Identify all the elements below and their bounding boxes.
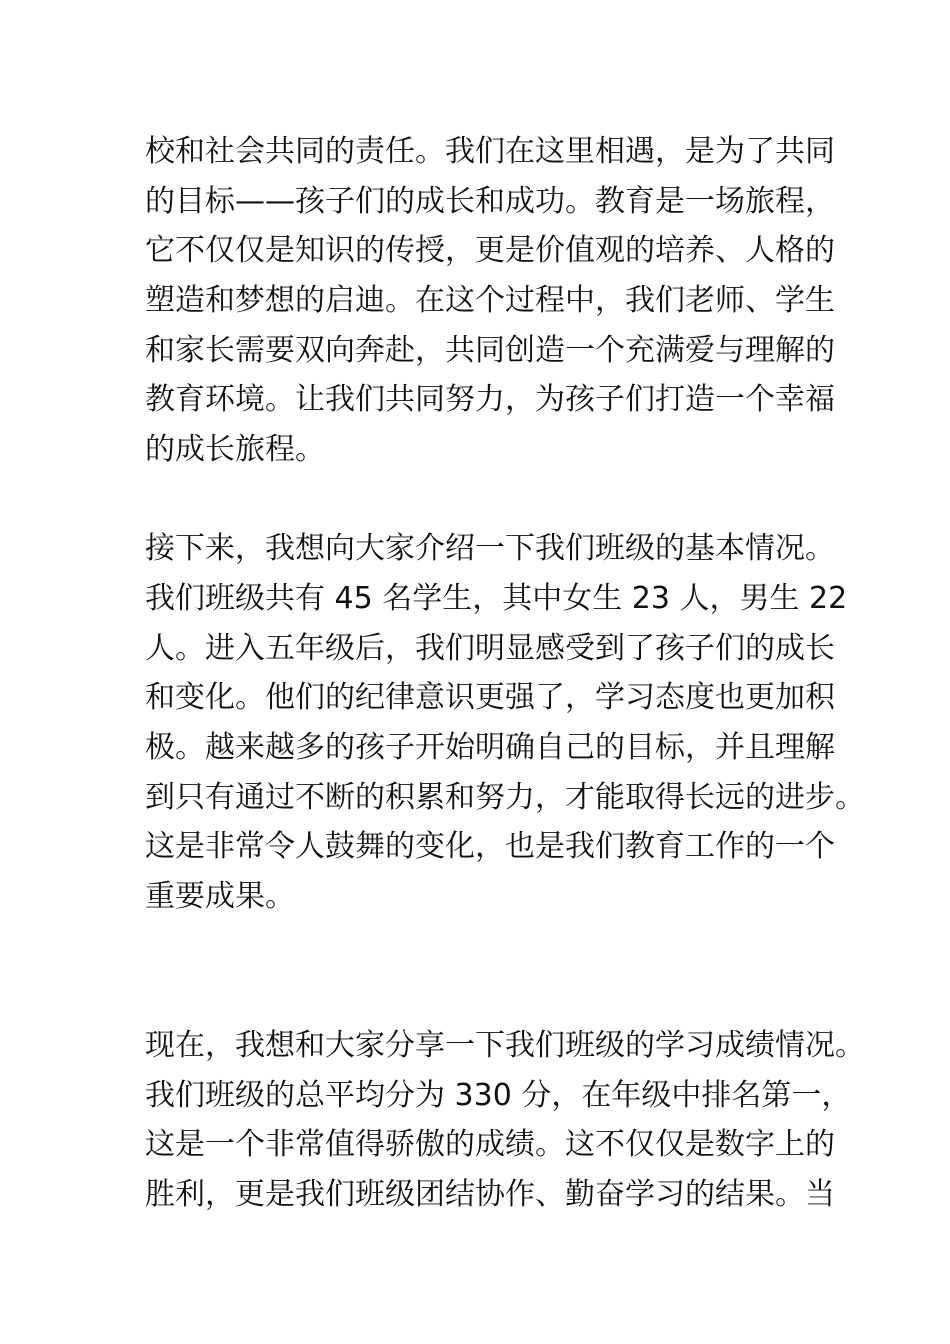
text-line: 我们班级共有 45 名学生，其中女生 23 人，男生 22 xyxy=(145,581,848,616)
text-line: 的目标——孩子们的成长和成功。教育是一场旅程， xyxy=(145,184,835,219)
text-line: 塑造和梦想的启迪。在这个过程中，我们老师、学生 xyxy=(145,283,835,318)
text-line: 胜利，更是我们班级团结协作、勤奋学习的结果。当 xyxy=(145,1177,835,1212)
text-line: 和家长需要双向奔赴，共同创造一个充满爱与理解的 xyxy=(145,333,835,368)
text-line: 和变化。他们的纪律意识更强了，学习态度也更加积 xyxy=(145,680,835,715)
text-line: 重要成果。 xyxy=(145,879,295,914)
text-line: 的成长旅程。 xyxy=(145,432,325,467)
text-line: 接下来，我想向大家介绍一下我们班级的基本情况。 xyxy=(145,531,835,566)
text-line: 它不仅仅是知识的传授，更是价值观的培养、人格的 xyxy=(145,233,835,268)
text-line: 极。越来越多的孩子开始明确自己的目标，并且理解 xyxy=(145,730,835,765)
text-line: 到只有通过不断的积累和努力，才能取得长远的进步。 xyxy=(145,780,865,815)
text-line: 这是非常令人鼓舞的变化，也是我们教育工作的一个 xyxy=(145,829,835,864)
text-line: 校和社会共同的责任。我们在这里相遇，是为了共同 xyxy=(145,134,835,169)
text-line: 我们班级的总平均分为 330 分，在年级中排名第一， xyxy=(145,1078,852,1113)
text-line: 现在，我想和大家分享一下我们班级的学习成绩情况。 xyxy=(145,1028,865,1063)
text-line: 教育环境。让我们共同努力，为孩子们打造一个幸福 xyxy=(145,382,835,417)
text-line: 人。进入五年级后，我们明显感受到了孩子们的成长 xyxy=(145,631,835,666)
text-line: 这是一个非常值得骄傲的成绩。这不仅仅是数字上的 xyxy=(145,1127,835,1162)
